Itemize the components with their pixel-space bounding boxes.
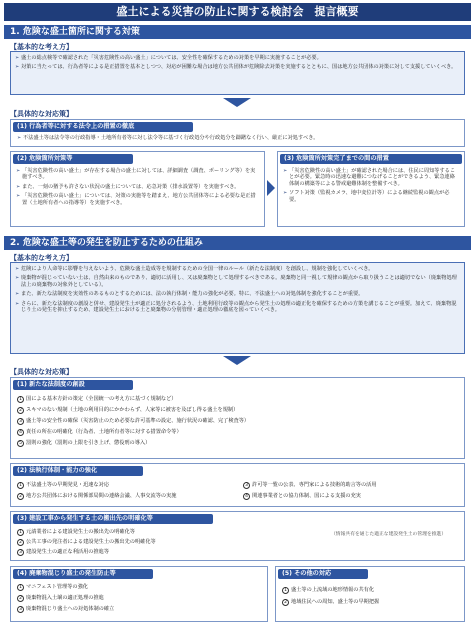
s2-box1-item: 3 盛土等の安全性の確保（災害防止のため必要な許可基準の設定、施行状況の確認、完了検査等） <box>17 416 458 427</box>
s2-box3-title: (3) 建設工事から発生する土の搬出先の明確化等 <box>13 514 213 524</box>
s2-box2-item: 1 不法盛土等の早期発見・迅速な対応 <box>17 480 237 491</box>
s2-basic-label: 【基本的な考え方】 <box>10 254 73 262</box>
s2-box2-item: 3 許可等一覧の公表、専門家による技術的助言等の活用 <box>243 480 463 491</box>
s2-box1-item: 2 スキマのない規制（土地の利用目的にかかわらず、人家等に被害を及ぼし得る盛土を規制） <box>17 405 458 416</box>
s2-box2-item: 4 関連事業者との協力体制、国による支援の充実 <box>243 491 463 502</box>
s2-box2 <box>10 463 465 507</box>
s2-box4-item: 2 廃棄物混入土壌の適正処理の推進 <box>17 593 261 604</box>
s2-box3-note: （情報共有を通じた適正な建設発生土の管理を推進） <box>331 532 447 537</box>
s2-box2-title: (2) 法執行体制・能力の強化 <box>13 466 143 476</box>
s2-box1-item: 1 国による基本方針の策定（全国統一の考え方に基づく規制など） <box>17 394 458 405</box>
s1-box3-title: (3) 危険箇所対策完了までの間の措置 <box>280 154 462 164</box>
arrow-icon <box>223 356 251 365</box>
s1-basic-item: ➢ 盛土の総点検等で確認された「災害危険性の高い盛土」については、安全性を確保するための対策を早期に実施することが必要。 <box>15 55 460 61</box>
s1-basic-item: ➢ 対策に当たっては、行為者等による是正措置を基本としつつ、対応が困難な場合は地方公共団体が危険除去対策を実施するとともに、国は地方公共団体の対策に対して支援していくべき。 <box>15 64 460 70</box>
s1-box1-title: (1) 行為者等に対する法令上の措置の徹底 <box>13 122 193 132</box>
section1-header: 1. 危険な盛土箇所に関する対策 <box>4 25 471 39</box>
s1-box2-item: ➢ 「災害危険性の高い盛土」については、対策の実施等を踏まえ、地方公共団体等による必要な是正措置（土地所有者への指導等）を実施すべき。 <box>16 193 259 206</box>
s2-box1-item: 5 罰則の強化（罰則の上限を引き上げ、懲役刑の導入） <box>17 438 458 449</box>
s1-box2-item: ➢ また、一刻の猶予も許さない状況の盛土については、応急対策（排水設置等）を実施すべき。 <box>16 184 259 190</box>
s1-box2-title: (2) 危険箇所対策等 <box>13 154 133 164</box>
s1-box2 <box>10 151 265 227</box>
s1-basic-box <box>10 51 465 95</box>
s2-box5-item: 1 盛土等の上流域の地形情報の共有化 <box>282 584 458 596</box>
section2-header: 2. 危険な盛土等の発生を防止するための仕組み <box>4 236 471 250</box>
s1-box2-item: ➢ 「災害危険性の高い盛土」が存在する場合の盛土に対しては、詳細調査（調査、ボーリング等）を実施すべき。 <box>16 168 259 181</box>
arrow-icon <box>223 98 251 107</box>
s2-concrete-label: 【具体的な対応策】 <box>10 368 73 376</box>
s2-box4-item: 3 廃棄物混じり盛土への対処体制の確立 <box>17 604 261 615</box>
s1-box1 <box>10 119 465 147</box>
s2-box1-title: (1) 新たな法制度の創設 <box>13 380 133 390</box>
s2-box3 <box>10 511 465 561</box>
s1-concrete-label: 【具体的な対応策】 <box>10 110 73 118</box>
s2-basic-box <box>10 262 465 354</box>
s2-box4-item: 1 マニフェスト管理等の強化 <box>17 582 261 593</box>
s2-basic-item: ➢ 廃棄物が混じっていない土は、自然由来のものであり、適切に活用し、又は廃棄物として処理するべきである。廃棄物と同一視して規律の観点から取り扱うことは適切でない（廃棄物処理法上の廃棄物の対象外としている）。 <box>15 275 460 288</box>
arrow-right-icon <box>267 180 275 196</box>
s1-box3-item: ➢ ソフト対策（監視カメラ、地中変位計等）による継続監視の観点が必要。 <box>283 190 459 203</box>
s1-box3-item: ➢ 「災害危険性の高い盛土」が確認された場合には、住民に周知等することが必要。緊急時の迅速な避難につなげることができるよう、緊急連絡体制の構築等による警戒避難体制を整備すべき。 <box>283 168 459 187</box>
s2-box3-item: 2 公共工事の発注者による建設発生土の搬出先の明確化等 <box>17 537 305 547</box>
s2-box3-item: 1 元請業者による建設発生土の搬出先の明確化等 <box>17 527 305 537</box>
s2-box4 <box>10 566 268 622</box>
s2-box1 <box>10 377 465 459</box>
s2-box3-item: 3 建設発生土の適正な利活用の推進等 <box>17 547 305 557</box>
s2-basic-item: ➢ 危険により人命等に影響を与えないよう、危険な盛土造成等を規制するための全国一律のルール（新たな法制度）を創設し、規制を強化していくべき。 <box>15 266 460 272</box>
s2-box2-item: 2 地方公共団体における関係部局間の連絡会議、人事交流等の実施 <box>17 491 237 502</box>
s1-box1-item: ➢ 不法盛土等は法令等の行政指導・土地所有者等に対し法令等に基づく行政処分や行政処分を躊躇なく行い、厳正に対処すべき。 <box>17 135 458 141</box>
page-title: 盛土による災害の防止に関する検討会 提言概要 <box>4 3 471 21</box>
s2-box5 <box>275 566 465 622</box>
s1-basic-label: 【基本的な考え方】 <box>10 43 73 51</box>
s1-box3 <box>277 151 465 227</box>
s2-basic-item: ➢ また、新たな法制度を実効性のあるものとするためには、法の執行体制・能力の強化が必要。特に、不法盛土への対処体制を強化することが重要。 <box>15 291 460 297</box>
s2-basic-item: ➢ さらに、新たな法制度の創設と併せ、建設発生土が適正に処分されるよう、土地利用行政等の観点から発生土の処理の適正化を確保するための方策を講じることが重要。加えて、廃棄物混じり土の発生を抑止するため、建設発生土における土と廃棄物の分別管理・適正処理の徹底を図っていくべき。 <box>15 301 460 314</box>
s2-box5-item: 2 地域住民への周知、盛土等の早期把握 <box>282 596 458 608</box>
s2-box1-item: 4 責任の所在の明確化（行為者、土地所有者等に対する措置命令等） <box>17 427 458 438</box>
s2-box4-title: (4) 廃棄物混じり盛土の発生防止等 <box>13 569 153 579</box>
s2-box5-title: (5) その他の対応 <box>278 569 368 579</box>
